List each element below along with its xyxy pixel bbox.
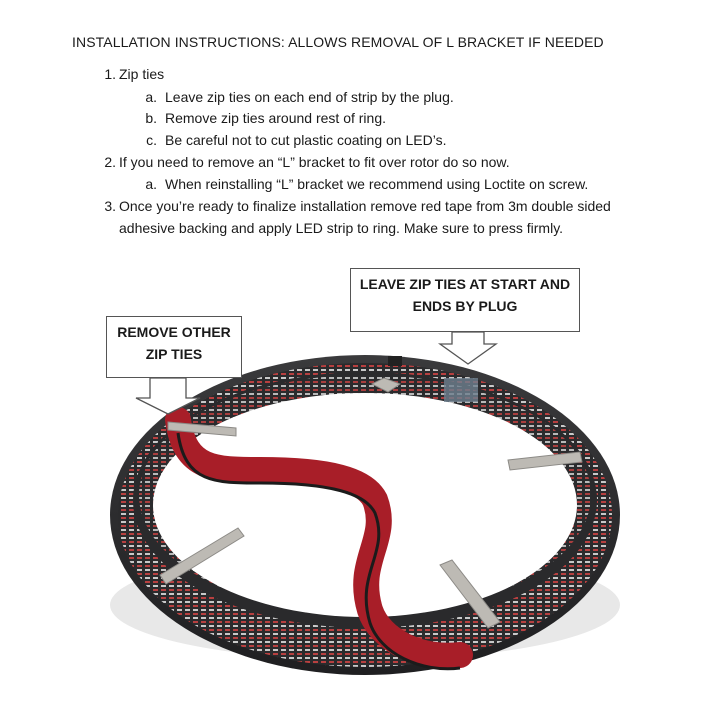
page-title: INSTALLATION INSTRUCTIONS: ALLOWS REMOVAL OF L BRACKET IF NEEDED	[72, 34, 604, 50]
step-3-number: 3.	[104, 198, 116, 214]
step-1c-text: Be careful not to cut plastic coating on LED’s.	[165, 132, 447, 148]
step-3-text-line1: Once you’re ready to finalize installation remove red tape from 3m double sided	[119, 198, 611, 214]
step-2a-text: When reinstalling “L” bracket we recommend using Loctite on screw.	[165, 176, 589, 192]
callout-left-line2: ZIP TIES	[145, 346, 203, 362]
plug-connector	[388, 356, 402, 366]
callout-remove-zip-ties	[106, 316, 242, 378]
callout-right-arrow	[440, 332, 496, 364]
step-1b-text: Remove zip ties around rest of ring.	[165, 110, 386, 126]
step-1b-marker: b.	[145, 110, 157, 126]
step-2-text: If you need to remove an “L” bracket to fit over rotor do so now.	[119, 154, 510, 170]
step-1a-marker: a.	[145, 89, 157, 105]
callout-left-line1: REMOVE OTHER	[117, 324, 231, 340]
step-3-text-line2: adhesive backing and apply LED strip to ring. Make sure to press firmly.	[119, 220, 564, 236]
step-1c-marker: c.	[146, 132, 157, 148]
step-1-text: Zip ties	[119, 66, 165, 82]
callout-right-line1: LEAVE ZIP TIES AT START AND	[359, 276, 571, 292]
step-2a-marker: a.	[145, 176, 157, 192]
callout-leave-zip-ties	[350, 268, 580, 332]
step-1-number: 1.	[104, 66, 116, 82]
zip-tie-bundle	[444, 378, 478, 402]
step-1a-text: Leave zip ties on each end of strip by the plug.	[165, 89, 454, 105]
callout-right-line2: ENDS BY PLUG	[412, 298, 518, 314]
step-2-number: 2.	[104, 154, 116, 170]
